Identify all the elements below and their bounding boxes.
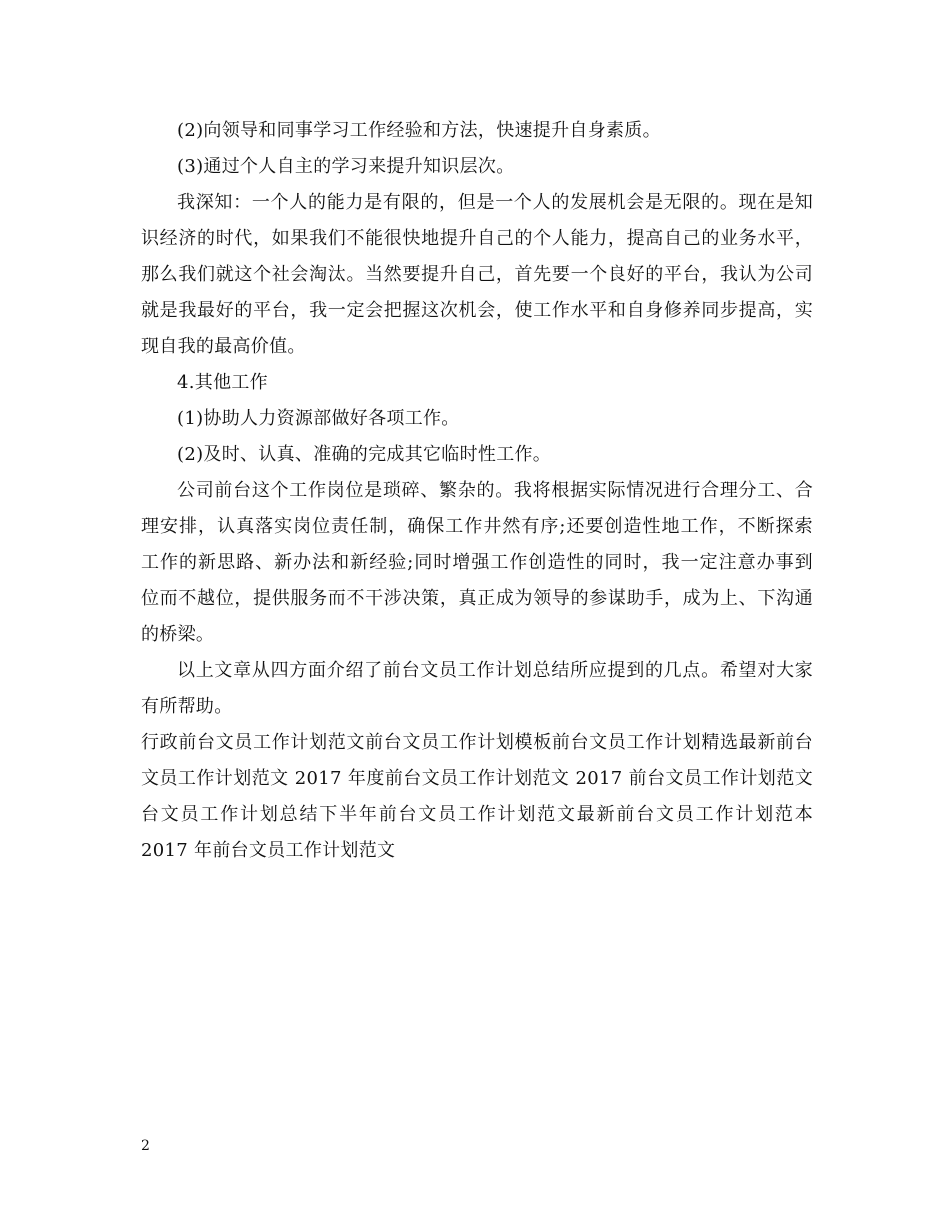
paragraph-line: 公司前台这个工作岗位是琐碎、繁杂的。我将根据实际情况进行合理分工、合	[177, 480, 813, 501]
list-item-1-assist-hr: (1)协助人力资源部做好各项工作。	[177, 408, 460, 429]
page-number: 2	[141, 1138, 150, 1154]
list-item-2-temporary-work: (2)及时、认真、准确的完成其它临时性工作。	[177, 444, 552, 465]
conclusion-line: 有所帮助。	[141, 696, 233, 717]
paragraph-line: 我深知：一个人的能力是有限的，但是一个人的发展机会是无限的。现在是知	[177, 192, 813, 213]
related-articles-line: 文员工作计划范文 2017 年度前台文员工作计划范文 2017 前台文员工作计划范文	[141, 768, 813, 789]
paragraph-line: 的桥梁。	[141, 624, 215, 645]
conclusion-line: 以上文章从四方面介绍了前台文员工作计划总结所应提到的几点。希望对大家	[177, 660, 813, 681]
section-heading-other-work: 4.其他工作	[177, 372, 268, 393]
list-item-2-learn-from-colleagues: (2)向领导和同事学习工作经验和方法，快速提升自身素质。	[177, 120, 661, 141]
list-item-3-self-study: (3)通过个人自主的学习来提升知识层次。	[177, 156, 515, 177]
paragraph-line: 那么我们就这个社会淘汰。当然要提升自己，首先要一个良好的平台，我认为公司	[141, 264, 813, 285]
related-articles-line: 2017 年前台文员工作计划范文	[141, 840, 396, 861]
paragraph-line: 就是我最好的平台，我一定会把握这次机会，使工作水平和自身修养同步提高，实	[141, 300, 813, 321]
related-articles-line: 台文员工作计划总结下半年前台文员工作计划范文最新前台文员工作计划范本	[141, 804, 813, 825]
paragraph-line: 理安排，认真落实岗位责任制，确保工作井然有序;还要创造性地工作，不断探索	[141, 516, 813, 537]
paragraph-line: 现自我的最高价值。	[141, 336, 306, 357]
paragraph-line: 位而不越位，提供服务而不干涉决策，真正成为领导的参谋助手，成为上、下沟通	[141, 588, 813, 609]
paragraph-line: 识经济的时代，如果我们不能很快地提升自己的个人能力，提高自己的业务水平，	[141, 228, 813, 249]
document-body	[141, 113, 813, 869]
paragraph-line: 工作的新思路、新办法和新经验;同时增强工作创造性的同时，我一定注意办事到	[141, 552, 813, 573]
related-articles-line: 行政前台文员工作计划范文前台文员工作计划模板前台文员工作计划精选最新前台	[141, 732, 813, 753]
